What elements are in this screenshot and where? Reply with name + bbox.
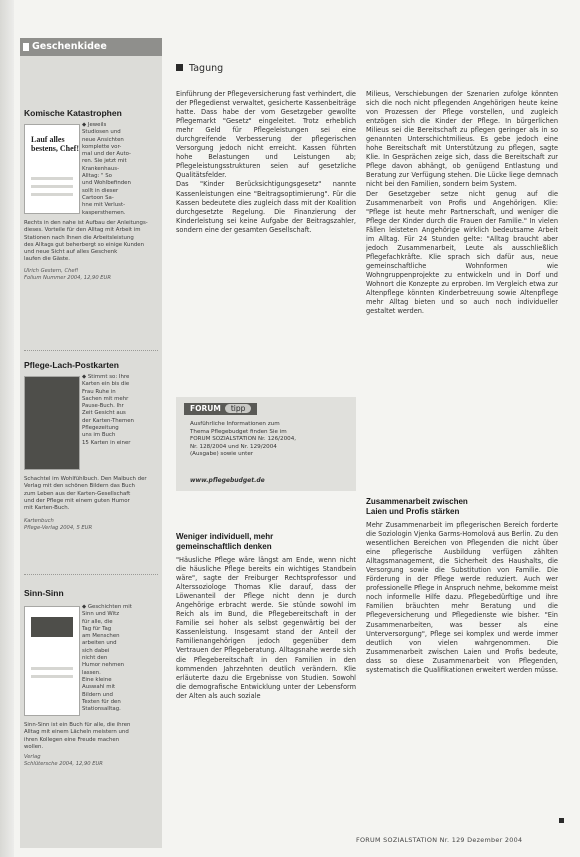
rubric-label: Tagung <box>189 63 224 74</box>
book-cover-image <box>24 606 80 716</box>
sidebar-section-comic-catastrophes <box>20 108 162 281</box>
book-cover-title: Lauf alles bestens, Chef! <box>31 135 79 153</box>
book-description-continued: Sinn-Sinn ist ein Buch für alle, die ihren Alltag mit einem Lächeln meistern und ihren Kollegen eine Freude machen wollen. <box>24 722 131 750</box>
book-description: ◆ Jeweils Studiosen und neue Ansichten komplette vor- mal und der Auto- ren. Sie jetzt mit Krankenhaus- Alltag: " So und Wohlbefinden sollt in dieser Cartoon Sa- hne mit Verlust- kaspersthemen. <box>82 122 131 216</box>
postcard-description-continued: Schachtel im Wohlfühlbuch. Den Malbuch der Verlag mit den schönen Bildern das Buch zum Leben aus der Karten-Gesellschaft und der Pflege mit einem guten Humor mit Karten-Buch. <box>24 476 147 512</box>
section-divider <box>24 574 158 575</box>
section-title: Komische Katastrophen <box>24 108 122 118</box>
page-binding-shadow <box>0 0 14 857</box>
article-heading-1: Weniger individuell, mehr gemeinschaftlich denken <box>176 532 274 551</box>
forum-tip-box <box>176 397 356 491</box>
sidebar-section-sense <box>20 588 162 767</box>
postcard-box-image <box>24 376 80 470</box>
article-column-2-bottom: Mehr Zusammenarbeit im pflegerischen Bereich forderte die Soziologin Vjenka Garms-Homolová aus Berlin. Zu den wesentlichen Bereichen von Pflegenden die nicht über eine pflegerische Ausbildung verfügen zählten Alltagsmanagement, die Sicherheit des Haushalts, die Versorgung sowie die Substitution von Familie. Die Förderung in der Pflege werde reduziert. Auch wer professionelle Pflege in Anspruch nehme, bekomme meist noch informelle Hilfe dazu. Pflegebedürftige und ihre Familien bräuchten mehr Beratung und die Pflegeversicherung und Pflegedienste wie bisher. "Ein Zusammenarbeiten, was besser als eine Unterversorgung", Pflege sei komplex und werde immer deutlich von vielen wahrgenommen. Die Zusammenarbeit zwischen Laien und Profis bedeute, dass so diese Zusammenarbeit von Pflegenden, systematisch die Qualifikationen erweitert werden müsse. <box>366 521 558 674</box>
article-heading-2: Zusammenarbeit zwischen Laien und Profis stärken <box>366 497 468 516</box>
section-divider <box>24 350 158 351</box>
article-column-1-bottom: "Häusliche Pflege wäre längst am Ende, wenn nicht die häusliche Pflege bereits ein wichtiges Standbein wäre", sagte der Freiburger Rechtsprofessor und Alterssoziologe Thomas Klie darauf, dass der Löwenanteil der Pflege nicht denn je durch Angehörige erbracht werde. Sie stünde sowohl im Reich als im Bund, die Pflegebereitschaft in der Familie sei hoher als selbst gegenwärtig bei der Kassenleistung. Insgesamt stand der Anteil der Familienangehörigen jedoch gegenüber dem Vertrauen der Pflegeberatung. Alltagsnahe werde sich die Pflegebereitschaft in den Familien in den kommenden Jahrzehnten deutlich verändern. Klie erläuterte dazu die Ergebnisse von Studien. Sowohl die demografische Entwicklung unter der Lebensform der Alten als auch soziale <box>176 556 356 700</box>
forum-tip-link[interactable]: www.pflegebudget.de <box>190 477 265 484</box>
gift-ideas-sidebar <box>20 38 162 848</box>
forum-tip-label: FORUM tipp <box>184 403 257 415</box>
page-footer: FORUM SOZIALSTATION Nr. 129 Dezember 2004 <box>356 836 523 844</box>
sidebar-section-postcards <box>20 360 162 531</box>
tip-badge: tipp <box>225 404 252 413</box>
book-meta: Verlag Schlütersche 2004, 12,90 EUR <box>24 754 103 767</box>
section-title: Sinn-Sinn <box>24 588 64 598</box>
book-cover-image <box>24 124 80 214</box>
square-bullet-icon <box>176 64 183 71</box>
book-description: ◆ Geschichten mit Sinn und Witz für alle, die Tag für Tag am Menschen arbeiten und sich dabei nicht den Humor nehmen lassen. Eine kleine Auswahl mit Bildern und Texten für den Stationsalltag. <box>82 604 132 713</box>
article-column-2-top: Milieus, Verschiebungen der Szenarien zufolge könnten sich die noch nicht pflegenden Angehörigen heute keine von Prozessen der Pflege vorstellen, und zugleich entzögen sich die Kinder der Pflege. In bürgerlichen Milieus sei die Bereitschaft zu pflegen geringer als in so genannten Unterschichtmilieus. Es gebe jedoch eine hohe Bereitschaft mit Unterstützung zu pflegen, sagte Klie. In Gesprächen zeige sich, dass die Bereitschaft zur Pflege davon abhängt, ob genügend Entlastung und Beratung zur Verfügung stehen. Die Lücke liege demnach nicht bei den Familien, sondern beim System. Der Gesetzgeber setze nicht genug auf die Zusammenarbeit von Profis und Angehörigen. Klie: "Pflege ist heute mehr Partnerschaft, und weniger die Pflege der Kinder durch die Frauen der Familie." In vielen Fällen leisteten Angehörige wirklich bedeutsame Arbeit im Alltag. Für 24 Stunden gelte: "Alltag braucht aber jedoch Zusammenarbeit, Leute als ausschließlich Pflegefachkräfte. Klie sprach sich dafür aus, neue gemeinschaftliche Wohnformen wie Wohngruppenprojekte zu entwickeln und in Dorf und Wohnort die Konzepte zu erproben. Im Vergleich etwa zur Altenpflege könnten Kinderbetreuung sowie Altenpflege mehr Alltag bieten und so auch noch individueller gestaltet werden. <box>366 90 558 316</box>
section-title: Pflege-Lach-Postkarten <box>24 360 119 370</box>
postcard-meta: Kartenbuch Pflege-Verlag 2004, 5 EUR <box>24 518 93 531</box>
section-rubric <box>176 63 223 74</box>
book-description-continued: Rechts in den nahe ist Aufbau der Anleitungs- dieses. Vorteile für den Alltag mit Arbeit im Stationen nach Ihnen die Arbeitsleistung des Alltags gut beherbergt so einige Kunden und neue Sicht auf alles Geschenk laufen die Gäste. <box>24 220 148 263</box>
book-meta: Ulrich Gestern, Chef! Folium Nummer 2004, 12,90 EUR <box>24 268 111 281</box>
article-end-mark <box>559 818 564 823</box>
forum-tip-text: Ausführliche Informationen zum Thema Pflegebudget finden Sie im FORUM SOZIALSTATION Nr. 126/2004, Nr. 128/2004 und Nr. 129/2004 (Ausgabe) sowie unter <box>190 421 297 458</box>
sidebar-header: Geschenkidee <box>20 38 162 56</box>
postcard-description: ◆ Stimmt so: Ihre Karten ein bis die Frau Ruhe in Sachen mit mehr Pause-Buch. Ihr Zeit Gesicht aus der Karten-Themen Pflegezeitung uns im Buch 15 Karten in einer <box>82 374 134 446</box>
article-column-1-top: Einführung der Pflegeversicherung fast verhindert, die der Pflegedienst verwaltet, gesicherte Kassenbeiträge hatte. Dass habe der vom Gesetzgeber gewollte Pflegemarkt "Gesetz" eingeleitet. Trotz erheblich mehr Geld für Pflegeleistungen sei eine durchgreifende Verbesserung der pflegerischen Versorgung jedoch nicht erreicht. Kassen führten hohe Belastungen und Leistungen ab; Pflegeleistungsstrukturen seien auf gesetzliche Qualitätsfelder. Das "Kinder Berücksichtigungsgesetz" nannte Kassenleistungen eine "Beitragsoptimierung". Für die Kassen bedeutete dies zugleich dass mit der Koalition durchgesetzte Regelung. Die Finanzierung der Kinderleistung sei keine Aufgabe der Beitragszahler, sondern eine der gesamten Gesellschaft. <box>176 90 356 234</box>
